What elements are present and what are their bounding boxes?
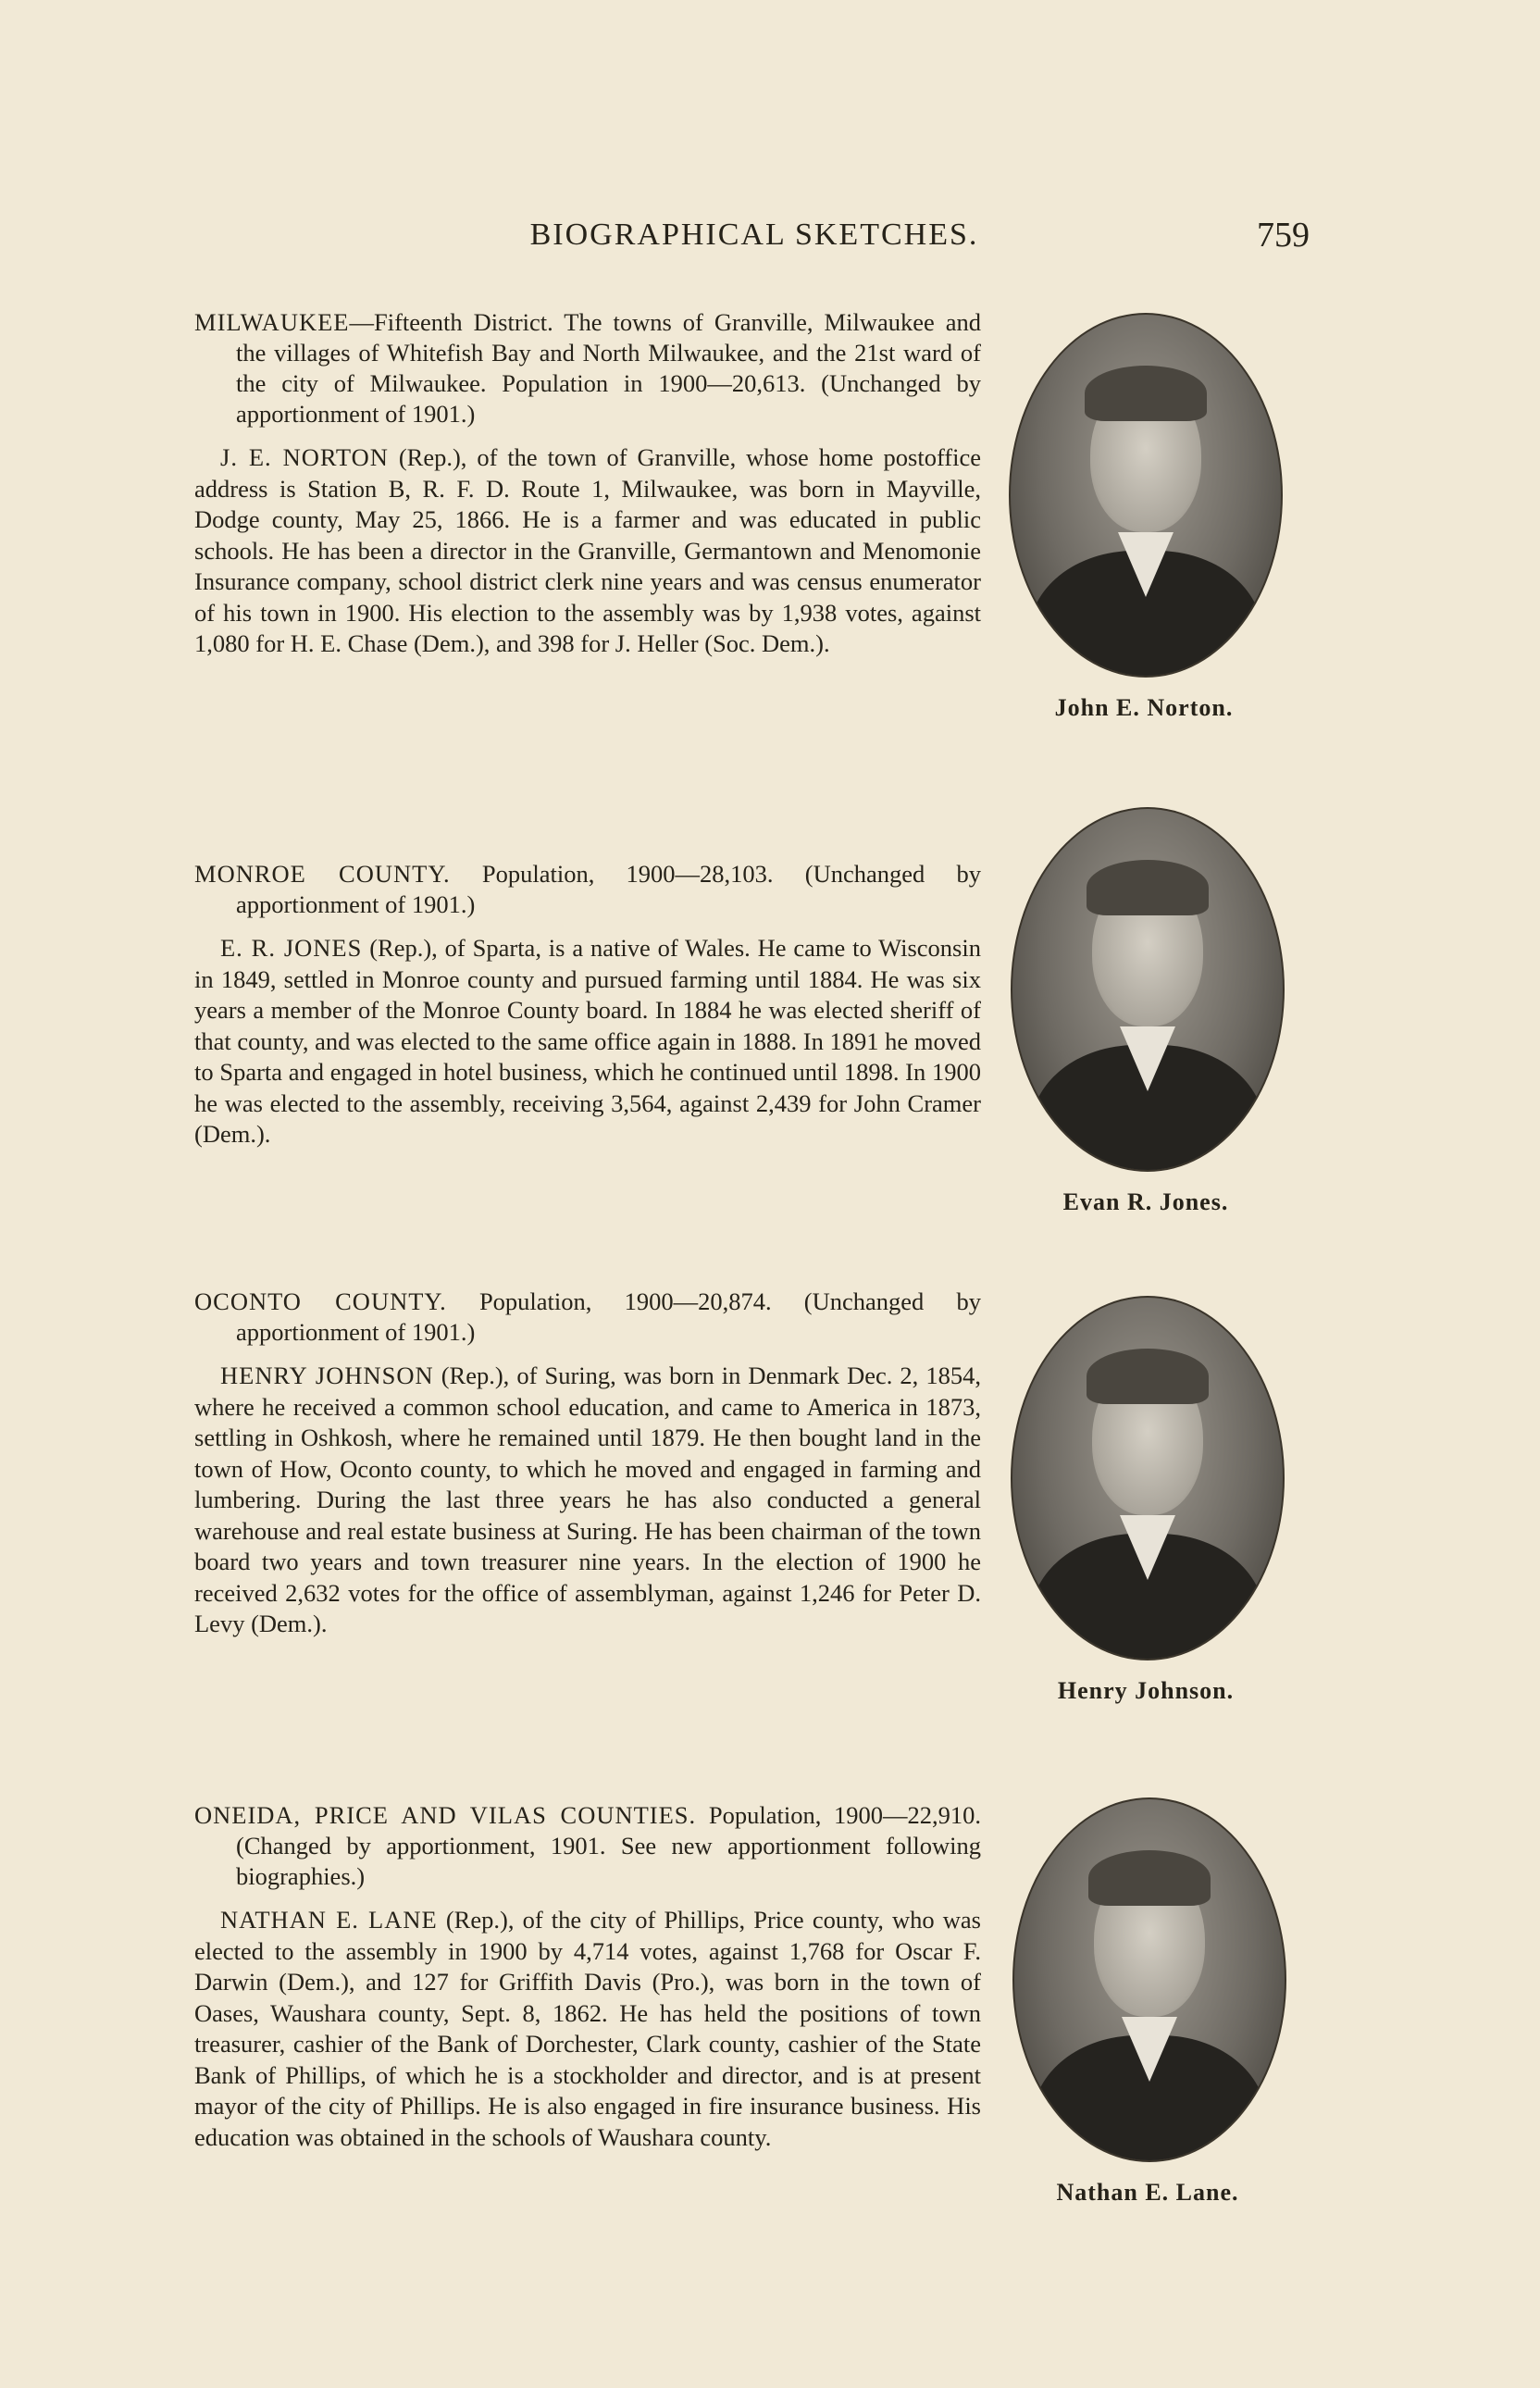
section-heading [194, 1800, 981, 1892]
portrait-photo [1009, 313, 1283, 678]
biography-paragraph [194, 1361, 981, 1640]
heading-lead: ONEIDA, PRICE AND VILAS COUNTIES. [194, 1801, 697, 1829]
page-header-title: BIOGRAPHICAL SKETCHES. [529, 218, 979, 252]
biography-name: E. R. JONES [220, 934, 363, 962]
portrait-norton [1009, 313, 1279, 722]
section-heading [194, 1287, 981, 1348]
portrait-johnson [1011, 1296, 1281, 1705]
biography-paragraph [194, 442, 981, 660]
portrait-caption: Evan R. Jones. [1062, 1188, 1229, 1215]
portrait-jones [1011, 807, 1281, 1216]
portrait-photo [1012, 1797, 1286, 2162]
portrait-caption: Henry Johnson. [1057, 1677, 1235, 1704]
heading-lead: OCONTO COUNTY. [194, 1287, 447, 1315]
section-heading [194, 307, 981, 429]
section-milwaukee [194, 307, 981, 660]
heading-text: Population, 1900—28,103. (Unchanged by apportionment of 1901.) [236, 860, 981, 918]
portrait-lane [1012, 1797, 1283, 2207]
biography-name: NATHAN E. LANE [220, 1906, 438, 1934]
page-number: 759 [1257, 216, 1310, 255]
heading-text: Population, 1900—20,874. (Unchanged by apportionment of 1901.) [236, 1287, 981, 1346]
biography-paragraph [194, 1905, 981, 2153]
section-oconto [194, 1287, 981, 1640]
section-heading [194, 859, 981, 920]
portrait-caption: John E. Norton. [1054, 694, 1234, 721]
biography-name: HENRY JOHNSON [220, 1362, 434, 1389]
biography-name: J. E. NORTON [220, 443, 389, 471]
portrait-photo [1011, 807, 1285, 1172]
portrait-caption: Nathan E. Lane. [1056, 2179, 1239, 2206]
heading-lead: MONROE COUNTY. [194, 860, 451, 888]
section-monroe [194, 859, 981, 1150]
heading-lead: MILWAUKEE [194, 308, 350, 336]
biography-paragraph [194, 933, 981, 1150]
biography-text: (Rep.), of the city of Phillips, Price county, who was elected to the assembly in 1900 by 4,714 votes, against 1,768 for Oscar F. Darwin (Dem.), and 127 for Griffith Davis (Pro.), was born in the town of Oases, Waushara county, Sept. 8, 1862. He has held the positions of town treasurer, cashier of the Bank of Dorchester, Clark county, cashier of the State Bank of Phillips, of which he is a stockholder and director, and is at present mayor of the city of Phillips. He is also engaged in fire insurance business. His education was obtained in the schools of Waushara county. [194, 1906, 981, 2151]
heading-text: Population, 1900—22,910. (Changed by apportionment, 1901. See new apportionment following biographies.) [236, 1801, 981, 1890]
heading-text: —Fifteenth District. The towns of Granville, Milwaukee and the villages of Whitefish Bay and North Milwaukee, and the 21st ward of the city of Milwaukee. Population in 1900—20,613. (Unchanged by apportionment of 1901.) [236, 308, 981, 428]
biography-text: (Rep.), of the town of Granville, whose home postoffice address is Station B, R. F. D. Route 1, Milwaukee, was born in Mayville, Dodge county, May 25, 1866. He is a farmer and was educated in public schools. He has been a director in the Granville, Germantown and Menomonie Insurance company, school district clerk nine years and was census enumerator of his town in 1900. His election to the assembly was by 1,938 votes, against 1,080 for H. E. Chase (Dem.), and 398 for J. Heller (Soc. Dem.). [194, 443, 981, 657]
section-oneida-price-vilas [194, 1800, 981, 2153]
biography-text: (Rep.), of Suring, was born in Denmark Dec. 2, 1854, where he received a common school education, and came to America in 1873, settling in Oshkosh, where he remained until 1879. He then bought land in the town of How, Oconto county, to which he moved and engaged in farming and lumbering. During the last three years he has also conducted a general warehouse and real estate business at Suring. He has been chairman of the town board two years and town treasurer nine years. In the election of 1900 he received 2,632 votes for the office of assemblyman, against 1,246 for Peter D. Levy (Dem.). [194, 1362, 981, 1637]
biography-text: (Rep.), of Sparta, is a native of Wales. He came to Wisconsin in 1849, settled in Monroe county and pursued farming until 1884. He was six years a member of the Monroe County board. In 1884 he was elected sheriff of that county, and was elected to the same office again in 1888. In 1891 he moved to Sparta and engaged in hotel business, which he continued until 1898. In 1900 he was elected to the assembly, receiving 3,564, against 2,439 for John Cramer (Dem.). [194, 934, 981, 1148]
portrait-photo [1011, 1296, 1285, 1660]
